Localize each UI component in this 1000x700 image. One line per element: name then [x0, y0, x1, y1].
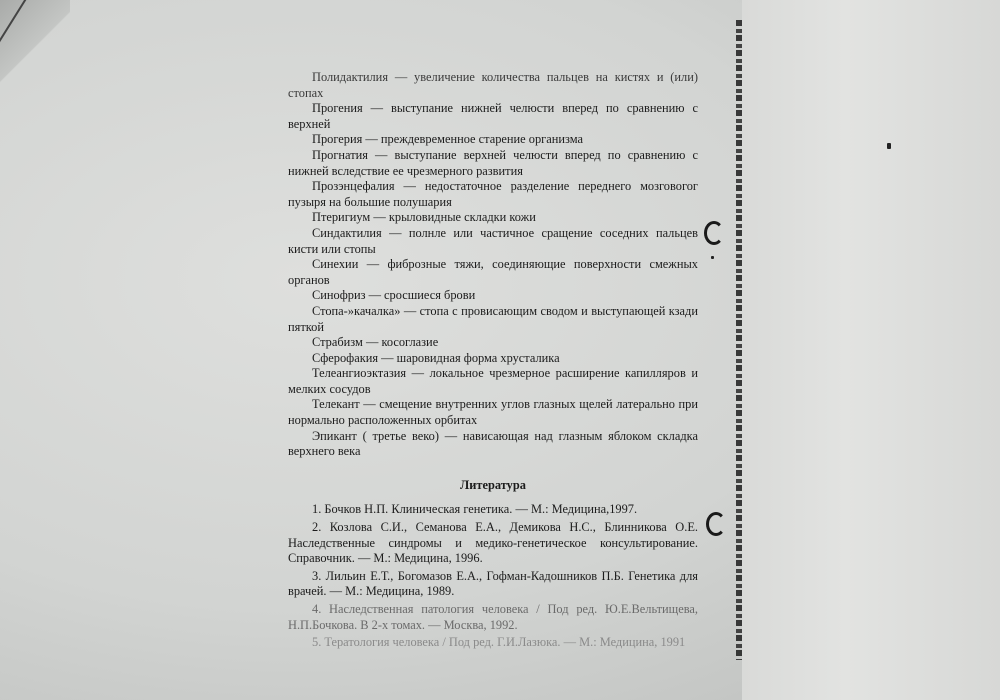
binder-hole-mark-lower [706, 512, 726, 536]
reference-item-2: 2. Козлова С.И., Семанова Е.А., Демикова Н.С., Блинникова О.Е. Наследственные синдромы и медико-генетическое консультирование. Справочник. — М.: Медицина, 1996. [288, 520, 698, 566]
glossary-entry-syndactyly: Синдактилия — полнле или частичное сращение соседних пальцев кисти или стопы [288, 225, 698, 256]
glossary-entry-spherophakia: Сферофакия — шаровидная форма хрусталика [312, 350, 560, 365]
glossary-entry-prognathia: Прогнатия — выступание верхней челюсти вперед по сравнению с нижней вследствие ее чрезмерного развития [288, 147, 698, 178]
reference-item-3: 3. Лильин Е.Т., Богомазов Е.А., Гофман-Кадошников П.Б. Генетика для врачей. — М.: Медицина, 1989. [288, 568, 698, 599]
glossary-entry-prosencephaly: Прозэнцефалия — недостаточное разделение переднего мозговогог пузыря на большие полушария [288, 179, 698, 209]
document-text [288, 70, 698, 653]
ink-speck [887, 143, 891, 149]
glossary-entry-synophrys: Синофриз — сросшиеся брови [312, 288, 476, 303]
glossary-entry-polydactyly: Полидактилия — увеличение количества пальцев на кистях и (или) стопах [288, 70, 698, 100]
glossary-entry-epicanthus: Эпикант ( третье веко) — нависающая над глазным яблоком складка верхнего века [288, 428, 698, 459]
glossary-entry-rocker-foot: Стопа-»качалка» — стопа с провисающим сводом и выступающей кзади пяткой [288, 303, 698, 334]
glossary-entry-telangiectasia: Телеангиоэктазия — локальное чрезмерное расширение капилляров и мелких сосудов [288, 366, 698, 396]
glossary-entry-progenia: Прогения — выступание нижней челюсти вперед по сравнению с верхней [288, 101, 698, 131]
glossary-entry-progeria: Прогерия — преждевременное старение организма [312, 132, 583, 147]
page-fold-line [736, 20, 742, 660]
glossary-entry-pterygium: Птеригиум — крыловидные складки кожи [312, 210, 536, 225]
paper-right-margin [742, 0, 1000, 700]
ink-speck [711, 256, 714, 259]
glossary-entry-synechia: Синехии — фиброзные тяжи, соединяющие поверхности смежных органов [288, 257, 698, 287]
reference-item-1: 1. Бочков Н.П. Клиническая генетика. — М.: Медицина,1997. [312, 502, 638, 517]
literature-heading: Литература [460, 477, 526, 492]
glossary-entry-telecanthus: Телекант — смещение внутренних углов глазных щелей латерально при нормально расположенных орбитах [288, 397, 698, 428]
reference-item-5: 5. Тератология человека / Под ред. Г.И.Лазюка. — М.: Медицина, 1991 [312, 635, 686, 650]
binder-hole-mark-upper [704, 221, 724, 245]
reference-item-4: 4. Наследственная патология человека / Под ред. Ю.Е.Вельтищева, Н.П.Бочкова. В 2-х томах. — Москва, 1992. [288, 602, 698, 632]
glossary-entry-strabismus: Страбизм — косоглазие [312, 335, 439, 350]
torn-corner [0, 0, 70, 110]
